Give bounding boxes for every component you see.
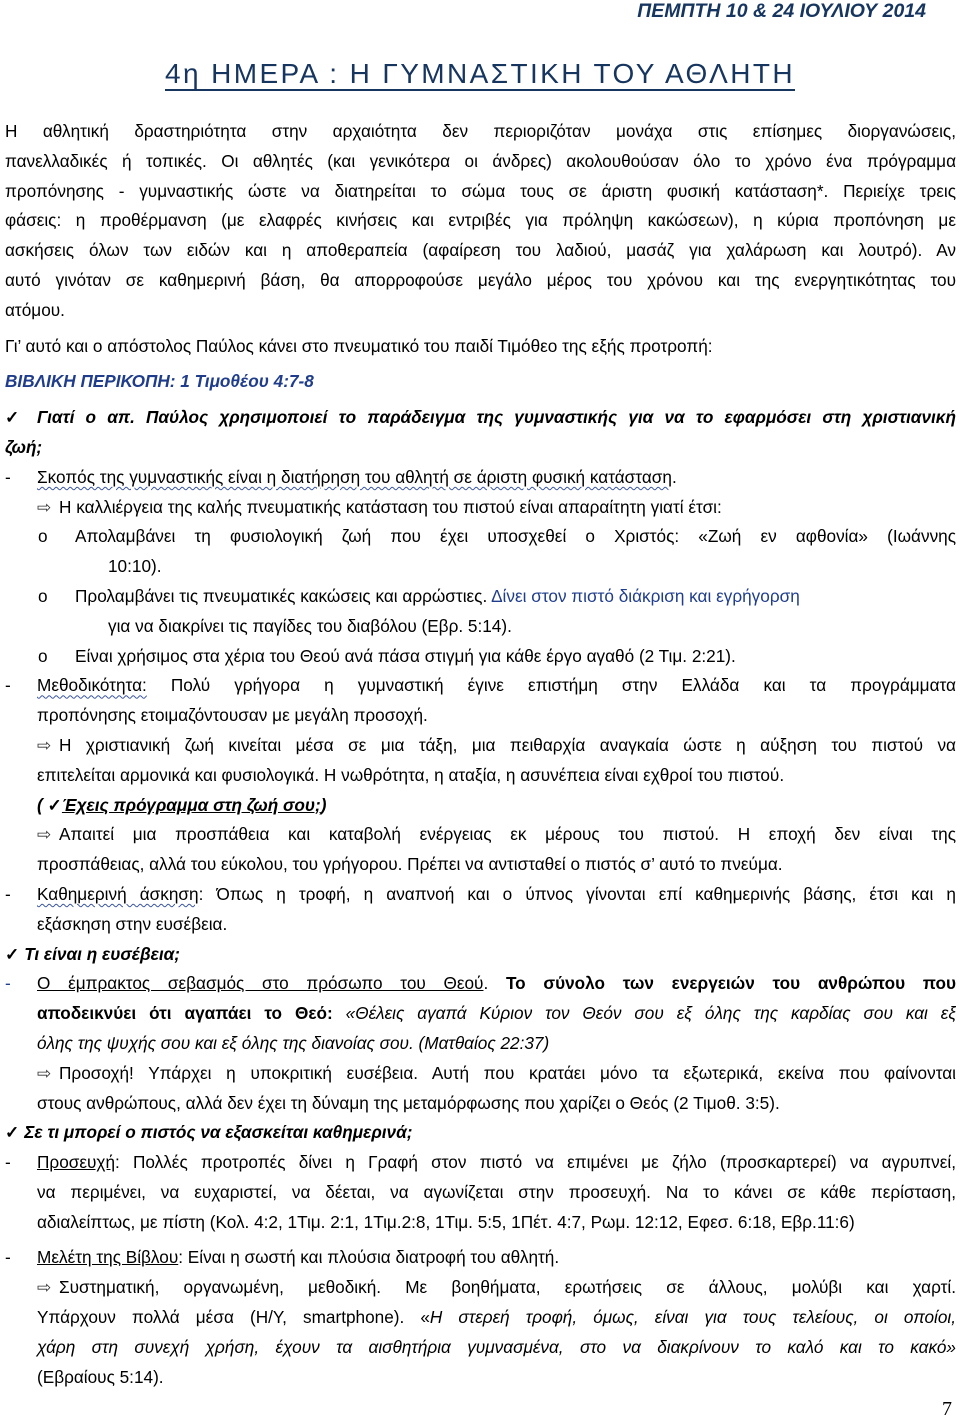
arrow-item-cont: χάρη στη συνεχή χρήση, έχουν τα αισθητήρια γυμνασμένα, στο να διακρίνουν το καλό και το κακό»: [37, 1336, 956, 1357]
dash-item: - Καθημερινή άσκηση: Όπως η τροφή, η αναπνοή και ο ύπνος γίνονται επί καθημερινής βάσης, έτσι και η: [5, 883, 956, 904]
arrow-item: ⇨ Η καλλιέργεια της καλής πνευματικής κατάσταση του πιστού είναι απαραίτητη γιατί έτσι:: [5, 493, 956, 523]
dash-item: - Μεθοδικότητα: Πολύ γρήγορα η γυμναστική έγινε επιστήμη στην Ελλάδα και τα προγράμματα: [5, 675, 956, 696]
dash-item-cont: αδιαλείπτως, με πίστη (Κολ. 4:2, 1Τιμ. 2:1, 1Τιμ.2:8, 1Τιμ. 5:5, 1Πέτ. 4:7, Ρωμ. 12:12, Εφεσ. 6:18, Εβρ.11:6): [37, 1211, 855, 1232]
circle-bullet-item: o Είναι χρήσιμος στα χέρια του Θεού ανά πάσα στιγμή για κάθε έργο αγαθό (2 Τιμ. 2:21).: [38, 645, 736, 666]
page-number: 7: [942, 1398, 952, 1420]
question-heading: ✓ Σε τι μπορεί ο πιστός να εξασκείται καθημερινά;: [5, 1122, 413, 1143]
circle-bullet-cont: για να διακρίνει τις παγίδες του διαβόλου (Εβρ. 5:14).: [108, 615, 512, 636]
check-icon: ✓: [5, 943, 20, 964]
page-header-date: ΠΕΜΠΤΗ 10 & 24 ΙΟΥΛΙΟΥ 2014: [637, 0, 926, 22]
arrow-item: ⇨ Προσοχή! Υπάρχει η υποκριτική ευσέβεια. Αυτή που κρατάει μόνο τα εξωτερικά, εκείνα που φαίνονται: [5, 1059, 956, 1089]
arrow-item-cont: Υπάρχουν πολλά μέσα (Η/Υ, smartphone). «Η στερεή τροφή, όμως, είναι για τους τελείους, οι οποίοι,: [37, 1307, 956, 1328]
arrow-item-cont: (Εβραίους 5:14).: [37, 1366, 164, 1387]
question-heading: ✓ Τι είναι η ευσέβεια;: [5, 943, 181, 964]
question-heading-cont: ζωή;: [5, 436, 43, 457]
page-title: [0, 56, 960, 92]
scripture-passage: ΒΙΒΛΙΚΗ ΠΕΡΙΚΟΠΗ: 1 Τιμοθέου 4:7-8: [5, 371, 314, 392]
arrow-item-cont: προσπάθειας, αλλά του εύκολου, του γρήγορου. Πρέπει να αντισταθεί ο πιστός σ’ αυτό το πνεύμα.: [37, 854, 783, 875]
check-icon: ✓: [5, 407, 26, 428]
paragraph-line: φάσεις: η προθέρμανση (με ελαφρές κινήσεις και εντριβές για πρόληψη κακώσεων), η κύρια προπόνηση με: [5, 210, 956, 231]
dash-item: - Σκοπός της γυμναστικής είναι η διατήρηση του αθλητή σε άριστη φυσική κατάσταση.: [5, 466, 677, 487]
arrow-icon: ⇨: [37, 734, 52, 755]
paragraph-line: πανελλαδικές ή τοπικές. Οι αθλητές (και γενικότερα οι άνδρες) ακολουθούσαν όλο το χρόνο ένα πρόγραμμα: [5, 150, 956, 171]
intro-sentence: Γι’ αυτό και ο απόστολος Παύλος κάνει στο πνευματικό του παιδί Τιμόθεο της εξής προτροπή:: [5, 335, 713, 356]
question-heading: ✓ Γιατί ο απ. Παύλος χρησιμοποιεί το παράδειγμα της γυμναστικής για να το εφαρμόσει στη χριστιανική: [5, 407, 956, 428]
dash-item-cont: όλης της ψυχής σου και εξ όλης της διανοίας σου. (Ματθαίος 22:37): [37, 1032, 550, 1053]
check-icon: ✓: [5, 1122, 20, 1143]
dash-item-cont: εξάσκηση στην ευσέβεια.: [37, 913, 228, 934]
arrow-icon: ⇨: [37, 824, 52, 845]
dash-item: - Μελέτη της Βίβλου: Είναι η σωστή και πλούσια διατροφή του αθλητή.: [5, 1247, 560, 1268]
paragraph-line: αυτό γινόταν σε καθημερινή βάση, θα απορροφούσε μεγάλο μέρος του χρόνου και της ενεργητικότητας του: [5, 269, 956, 290]
arrow-icon: ⇨: [37, 1277, 52, 1298]
arrow-icon: ⇨: [37, 1062, 52, 1083]
arrow-item-cont: στους ανθρώπους, αλλά δεν έχει τη δύναμη της μεταμόρφωσης που χαρίζει ο Θεός (2 Τιμοθ. 3:5).: [37, 1092, 780, 1113]
paragraph-line: ασκήσεις όλων των ειδών και η αποθεραπεία (αφαίρεση του λαδιού, μασάζ για χαλάρωση και λουτρό). Αν: [5, 240, 956, 261]
dash-item-cont: να περιμένει, να ευχαριστεί, να δέεται, να αγωνίζεται στην προσευχή. Να το κάνει σε κάθε περίσταση,: [37, 1181, 956, 1202]
dash-item: - Ο έμπρακτος σεβασμός στο πρόσωπο του Θεού. Το σύνολο των ενεργειών του ανθρώπου που: [5, 973, 956, 994]
dash-item: - Προσευχή: Πολλές προτροπές δίνει η Γραφή στον πιστό να επιμένει με ζήλο (προσκαρτερεί) να αγρυπνεί,: [5, 1152, 956, 1173]
check-icon: ✓: [47, 794, 62, 815]
circle-bullet-cont: 10:10).: [108, 556, 162, 577]
paragraph-line: Η αθλητική δραστηριότητα στην αρχαιότητα δεν περιοριζόταν μονάχα στις επίσημες διοργανώσεις,: [5, 121, 956, 141]
page-title-text: 4η ΗΜΕΡΑ : Η ΓΥΜΝΑΣΤΙΚΗ ΤΟΥ ΑΘΛΗΤΗ: [165, 58, 795, 89]
dash-item-cont: προπόνησης ετοιμαζόντουσαν με μεγάλη προσοχή.: [37, 705, 428, 726]
arrow-item: ⇨ Συστηματική, οργανωμένη, μεθοδική. Με βοηθήματα, ερωτήσεις σε άλλους, μολύβι και χαρτί.: [5, 1273, 956, 1303]
arrow-item: ⇨ Η χριστιανική ζωή κινείται μέσα σε μια τάξη, μια πειθαρχία αναγκαία ώστε η αύξηση του πιστού να: [5, 731, 956, 761]
arrow-item: ⇨ Απαιτεί μια προσπάθεια και καταβολή ενέργειας εκ μέρους του πιστού. Η εποχή δεν είναι της: [5, 820, 956, 850]
arrow-item-cont: επιτελείται αρμονικά και φυσιολογικά. Η νωθρότητα, η αταξία, η ασυνέπεια είναι εχθροί του πιστού.: [37, 764, 785, 785]
document-body: [0, 117, 960, 1392]
circle-bullet-item: o Προλαμβάνει τις πνευματικές κακώσεις και αρρώστιες. Δίνει στον πιστό διάκριση και εγρήγορση: [38, 585, 800, 606]
dash-item-cont: αποδεικνύει ότι αγαπάει το Θεό: «Θέλεις αγαπά Κύριον τον Θεόν σου εξ όλης της καρδίας σου και εξ: [37, 1003, 956, 1024]
arrow-icon: ⇨: [37, 496, 52, 517]
paragraph-line: ατόμου.: [5, 299, 65, 320]
circle-bullet-item: o Απολαμβάνει τη φυσιολογική ζωή που έχει υποσχεθεί ο Χριστός: «Ζωή εν αφθονία» (Ιωάννης: [38, 526, 956, 547]
paragraph-line: προπόνησης - γυμναστικής ώστε να διατηρείται το σώμα τους σε άριστη φυσική κατάσταση*. Περιείχε τρεις: [5, 180, 956, 201]
program-question: ( ✓Έχεις πρόγραμμα στη ζωή σου;): [37, 794, 327, 815]
